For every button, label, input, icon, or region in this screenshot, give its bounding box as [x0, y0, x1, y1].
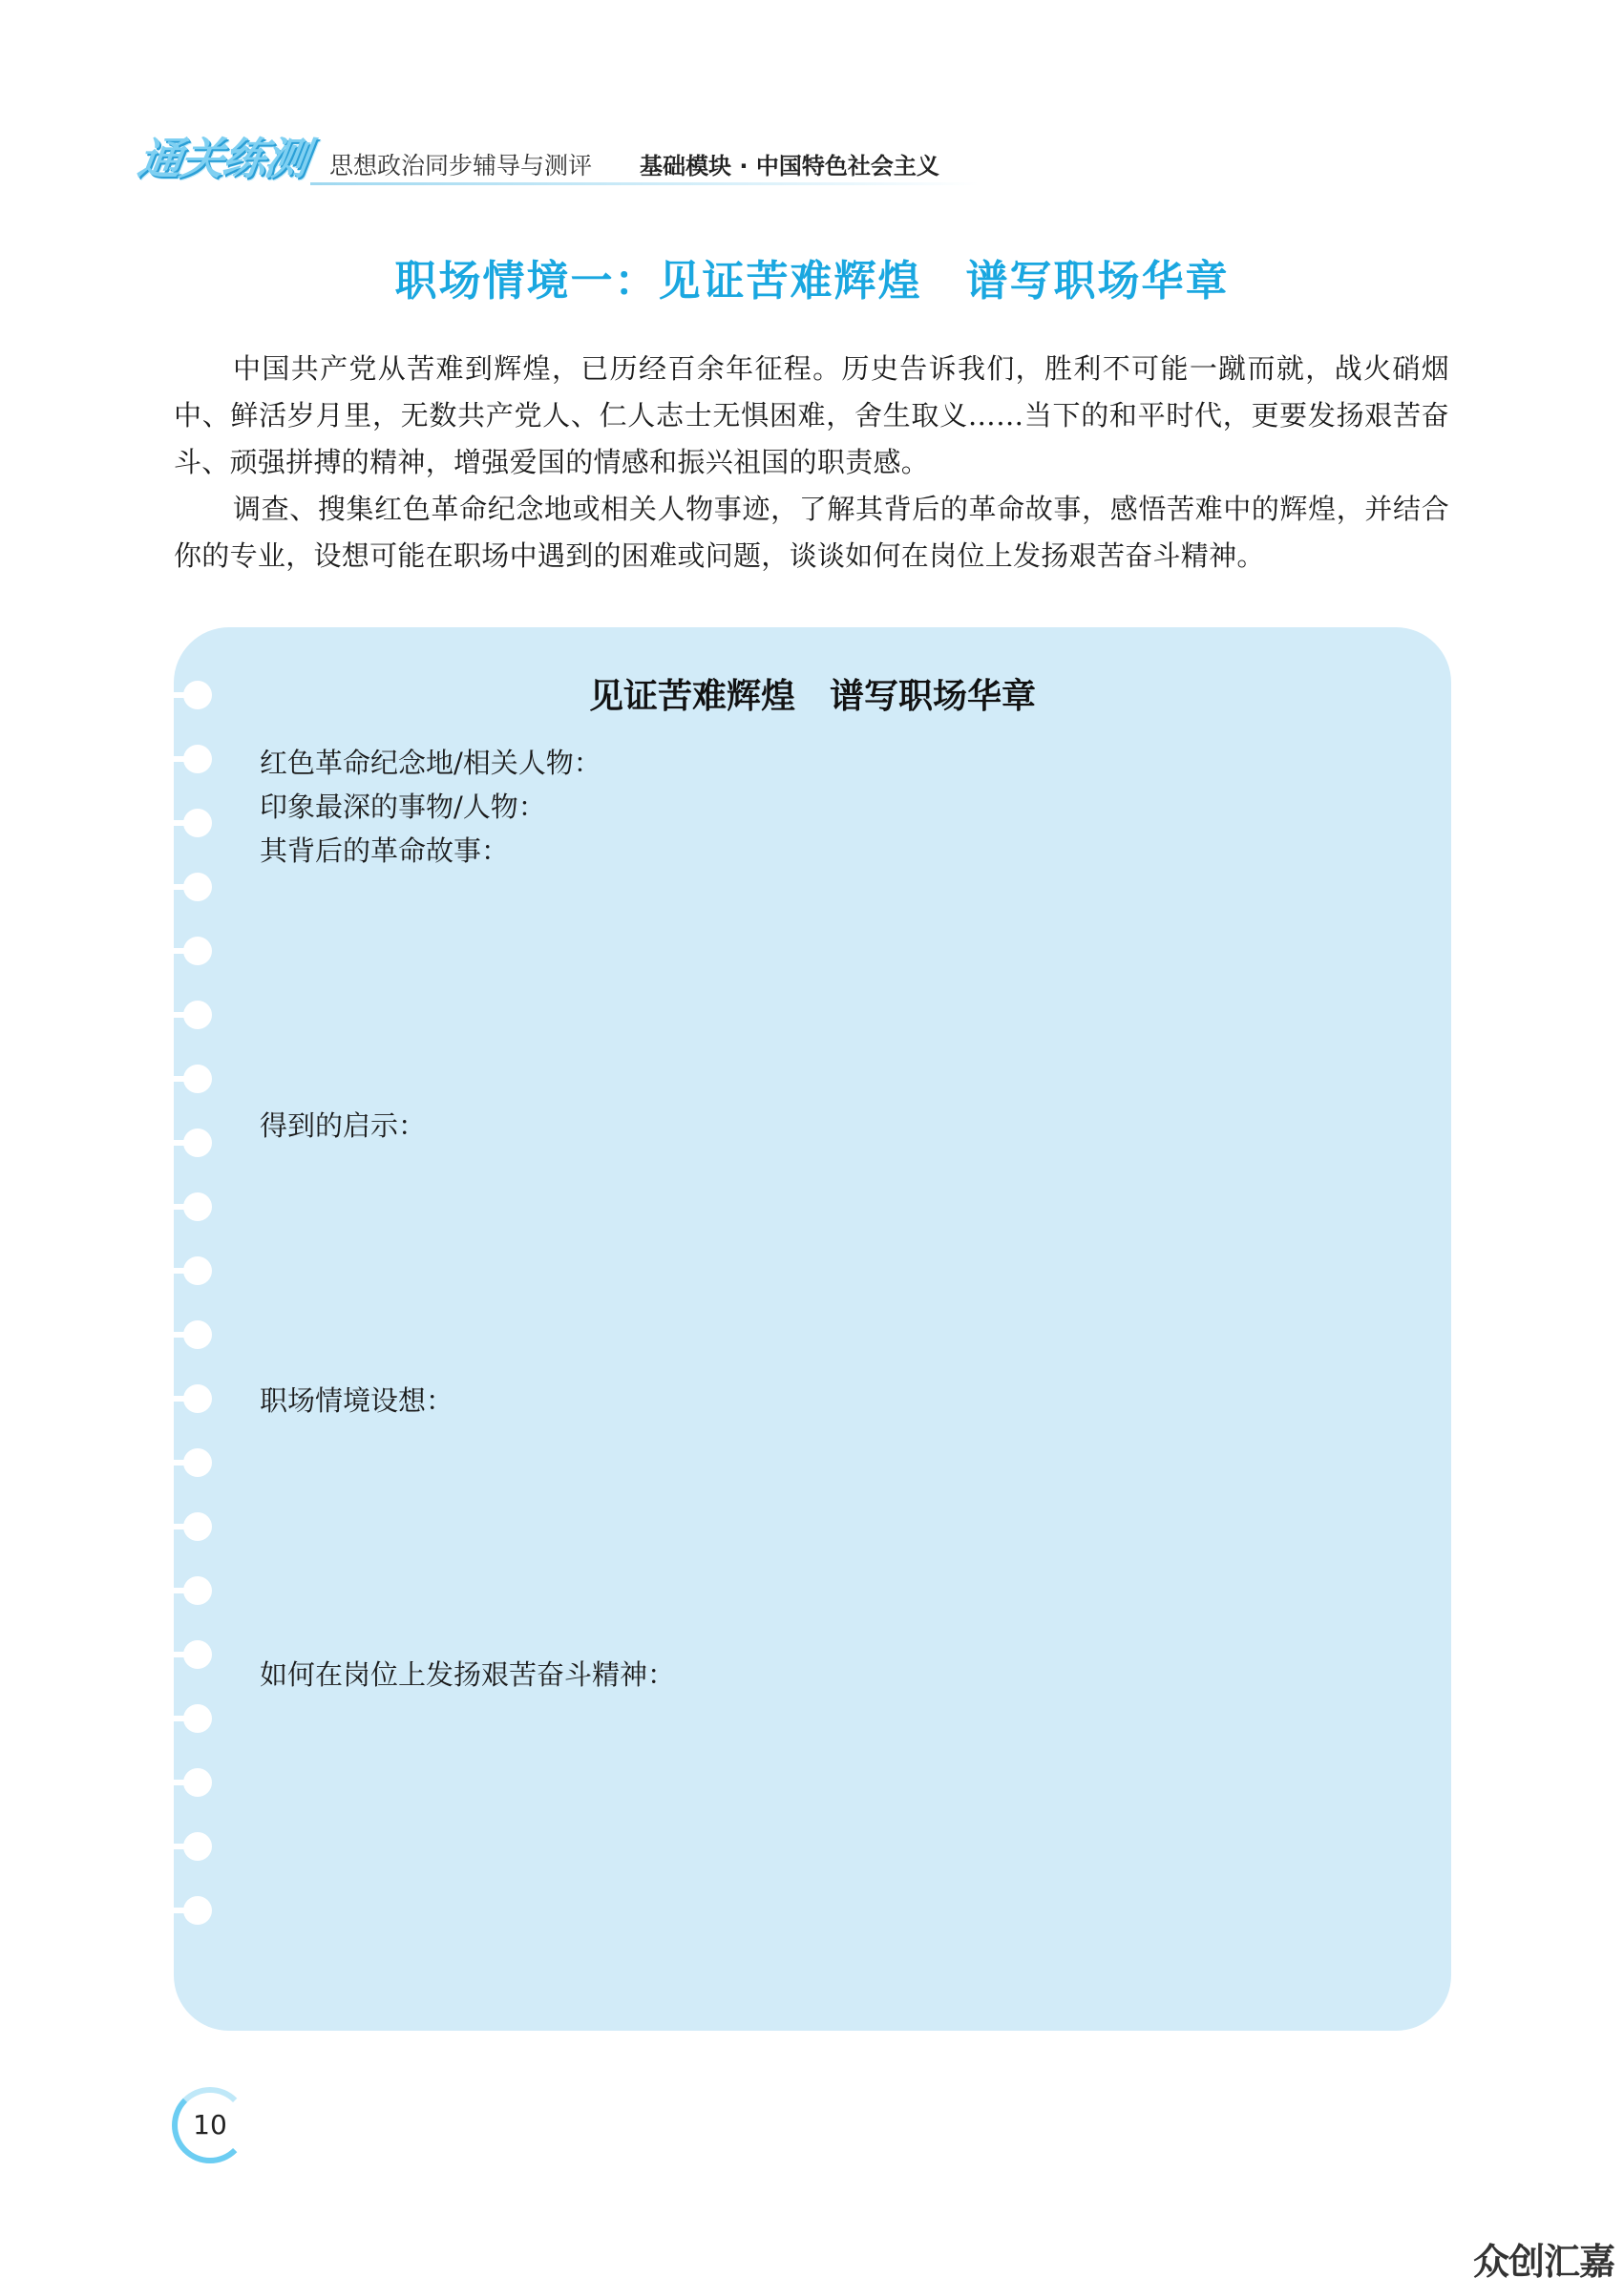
field-scenario-label: 职场情境设想： [260, 1384, 454, 1417]
page-number: 10 [193, 2109, 227, 2141]
binder-ring-hole [183, 1448, 212, 1477]
binder-ring [168, 1896, 214, 1925]
binder-ring-hole [183, 1192, 212, 1221]
binder-ring-hole [183, 809, 212, 837]
binder-ring-hole [183, 1768, 212, 1797]
binder-ring-hole [183, 745, 212, 773]
binder-ring-hole [183, 1001, 212, 1029]
page-number-badge [172, 2087, 248, 2163]
binder-ring [168, 1576, 214, 1605]
binder-ring [168, 937, 214, 965]
field-story-label: 其背后的革命故事： [260, 834, 510, 867]
binder-ring [168, 1065, 214, 1093]
binder-ring-hole [183, 1320, 212, 1349]
intro-text [174, 346, 1449, 580]
binder-ring-hole [183, 873, 212, 901]
binder-ring-hole [183, 1384, 212, 1413]
binder-ring-hole [183, 1832, 212, 1861]
binder-ring [168, 1256, 214, 1285]
worksheet-card [174, 627, 1451, 2031]
binder-ring-hole [183, 1065, 212, 1093]
series-logo: 通关练测 [135, 133, 310, 184]
binder-ring [168, 873, 214, 901]
binder-ring [168, 1640, 214, 1669]
field-inspiration-label: 得到的启示： [260, 1109, 427, 1142]
field-impressive-label: 印象最深的事物/人物： [260, 791, 546, 823]
book-subtitle: 思想政治同步辅导与测评 [329, 152, 593, 179]
binder-ring-hole [183, 1512, 212, 1541]
binder-ring-hole [183, 1704, 212, 1733]
binder-ring [168, 1128, 214, 1157]
binder-ring [168, 1001, 214, 1029]
intro-paragraph-2: 调查、搜集红色革命纪念地或相关人物事迹，了解其背后的革命故事，感悟苦难中的辉煌，并结合你的专业，设想可能在职场中遇到的困难或问题，谈谈如何在岗位上发扬艰苦奋斗精神。 [174, 493, 1449, 572]
module-name: 基础模块 · 中国特色社会主义 [640, 153, 939, 179]
page-title: 职场情境一：见证苦难辉煌 谱写职场华章 [394, 257, 1230, 306]
binder-ring-hole [183, 1256, 212, 1285]
binder-ring [168, 1192, 214, 1221]
binder-ring [168, 745, 214, 773]
binder-ring [168, 1384, 214, 1413]
binder-ring [168, 1320, 214, 1349]
watermark-logo: 众创汇嘉 [1472, 2241, 1614, 2278]
binder-ring-hole [183, 1640, 212, 1669]
binder-ring [168, 809, 214, 837]
binder-ring [168, 1512, 214, 1541]
binder-ring [168, 1832, 214, 1861]
intro-paragraph-1: 中国共产党从苦难到辉煌，已历经百余年征程。历史告诉我们，胜利不可能一蹴而就，战火硝烟中、鲜活岁月里，无数共产党人、仁人志士无惧困难，舍生取义……当下的和平时代，更要发扬艰苦奋斗、顽强拼搏的精神，增强爱国的情感和振兴祖国的职责感。 [174, 352, 1449, 478]
binder-ring [168, 1768, 214, 1797]
field-memorial-label: 红色革命纪念地/相关人物： [260, 747, 601, 779]
field-spirit-label: 如何在岗位上发扬艰苦奋斗精神： [260, 1658, 676, 1691]
header-divider [310, 182, 979, 185]
binder-ring [168, 1704, 214, 1733]
binder-ring-hole [183, 1576, 212, 1605]
binder-ring-hole [183, 937, 212, 965]
binder-ring-hole [183, 1896, 212, 1925]
page-header [135, 130, 979, 189]
binder-ring [168, 1448, 214, 1477]
binder-ring-hole [183, 1128, 212, 1157]
card-title: 见证苦难辉煌 谱写职场华章 [588, 676, 1036, 716]
